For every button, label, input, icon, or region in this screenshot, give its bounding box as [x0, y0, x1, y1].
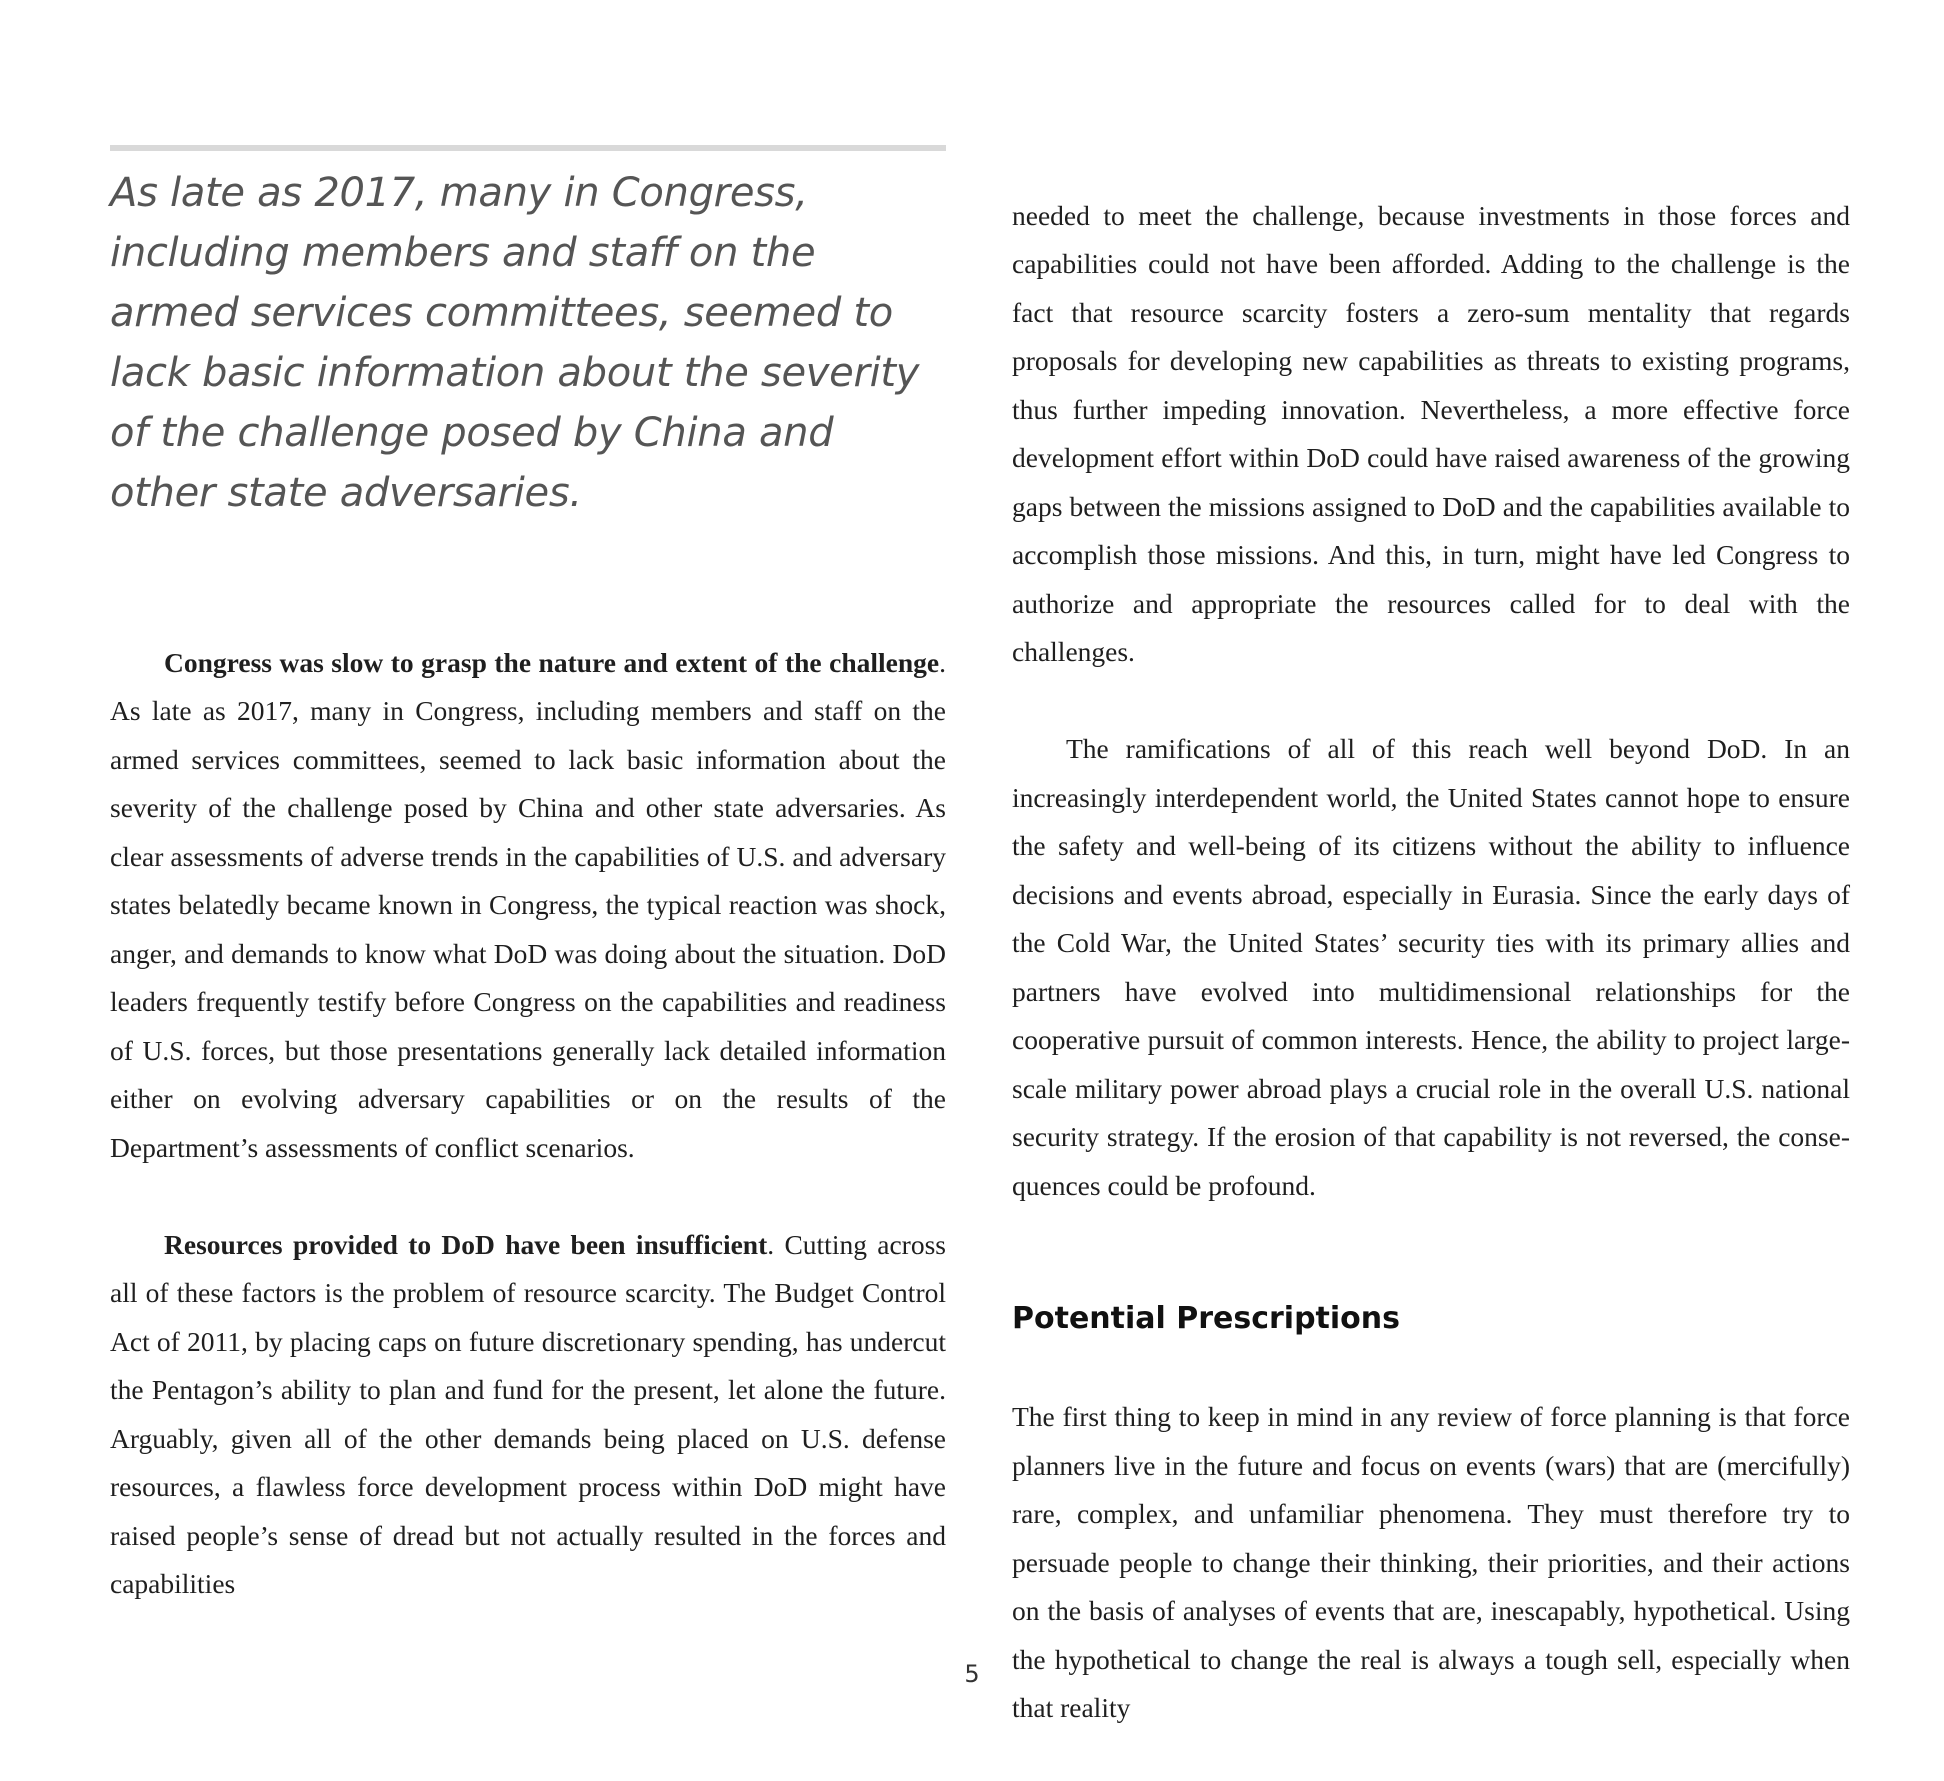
left-column [110, 145, 946, 523]
section-heading: Potential Prescriptions [1012, 1299, 1850, 1339]
paragraph-continued: needed to meet the challenge, because investments in those forces and capabilities could not have been afforded. Adding to the challenge is the fact that resource scarcity fosters a zero-sum mentality that regards proposals for developing new capabilities as threats to existing programs, thus further impeding innovation. Nevertheless, a more effective force development effort within DoD could have raised awareness of the growing gaps between the missions assigned to DoD and the capabilities available to accomplish those missions. And this, in turn, might have led Congress to authorize and appropriate the resources called for to deal with the challenges. [1012, 192, 1850, 677]
pullquote-rule [110, 145, 946, 151]
paragraph-ramifications: The ramifications of all of this reach well beyond DoD. In an increasingly interdependent world, the United States cannot hope to ensure the safety and well-being of its citizens without the ability to influence decisions and events abroad, especially in Eurasia. Since the early days of the Cold War, the United States’ security ties with its primary allies and partners have evolved into multidimensional relationships for the cooperative pursuit of common interests. Hence, the ability to project large-scale military power abroad plays a crucial role in the overall U.S. national security strategy. If the erosion of that capability is not reversed, the consequences could be profound. [1012, 725, 1850, 1210]
right-body-text-2 [1012, 1345, 1850, 1781]
paragraph-resources [110, 1221, 946, 1609]
page-number: 5 [0, 1660, 1944, 1688]
paragraph-congress [110, 639, 946, 1173]
paragraph-text-congress: . As late as 2017, many in Congress, including members and staff on the armed services committees, seemed to lack basic information about the severity of the challenge posed by China and other state adversaries. As clear assessments of adverse trends in the capabilities of U.S. and adversary states belatedly became known in Congress, the typical reaction was shock, anger, and demands to know what DoD was doing about the situation. DoD leaders frequently testify before Congress on the capabilities and readiness of U.S. forces, but those presentations generally lack detailed information either on evolving adversary capabilities or on the results of the Department’s assessments of conflict scenarios. [110, 647, 946, 1163]
left-body-text [110, 590, 946, 1657]
paragraph-prescriptions: The first thing to keep in mind in any review of force planning is that force planners live in the future and focus on events (wars) that are (mercifully) rare, complex, and unfamiliar phenomena. They must therefore try to persuade people to change their thinking, their priorities, and their actions on the basis of analyses of events that are, inescapably, hypothetical. Using the hypothetical to change the real is always a tough sell, especially when that reality [1012, 1393, 1850, 1733]
right-body-text [1012, 143, 1850, 1259]
right-column [1012, 143, 1850, 1781]
paragraph-lead-resources: Resources provided to DoD have been insufficient [164, 1229, 767, 1260]
paragraph-lead-congress: Congress was slow to grasp the nature and extent of the challenge [164, 647, 939, 678]
paragraph-text-resources: . Cutting across all of these factors is the problem of resource scarcity. The Budget Control Act of 2011, by placing caps on future discretionary spending, has undercut the Pentagon’s ability to plan and fund for the present, let alone the future. Arguably, given all of the other demands being placed on U.S. defense resources, a flawless force development process within DoD might have raised people’s sense of dread but not actually resulted in the forces and capabilities [110, 1229, 946, 1600]
pullquote: As late as 2017, many in Congress, including members and staff on the armed services committees, seemed to lack basic information about the severity of the challenge posed by China and other state adversaries. [110, 163, 946, 523]
